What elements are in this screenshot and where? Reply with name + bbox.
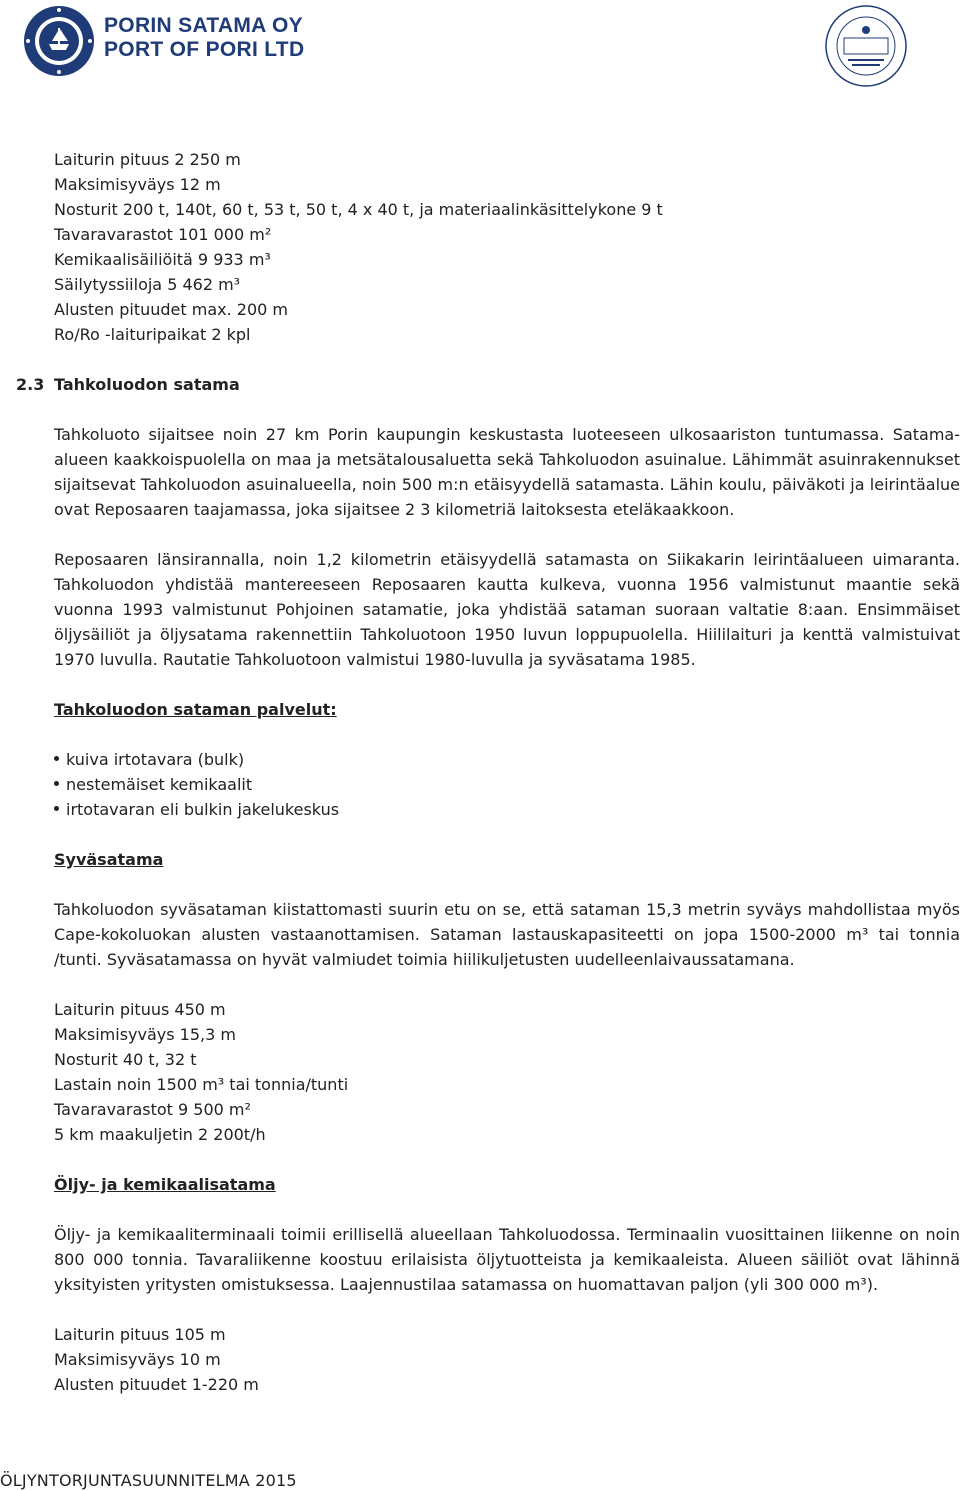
dnv-gl-certification-seal — [822, 2, 910, 90]
spec-line: Alusten pituudet 1-220 m — [54, 1375, 259, 1394]
section-number: 2.3 — [16, 375, 45, 394]
company-name-fi: PORIN SATAMA OY — [104, 14, 303, 37]
page-header — [0, 0, 960, 90]
bullet-icon — [54, 756, 59, 761]
list-item: nestemäiset kemikaalit — [54, 772, 960, 797]
spec-line: Maksimisyväys 10 m — [54, 1350, 221, 1369]
spec-line: Nosturit 40 t, 32 t — [54, 1050, 197, 1069]
spec-line: Laiturin pituus 105 m — [54, 1325, 226, 1344]
oil-harbour-spec-list — [54, 1322, 960, 1397]
bullet-icon — [54, 806, 59, 811]
spec-line: 5 km maakuljetin 2 200t/h — [54, 1125, 266, 1144]
page-footer: ÖLJYNTORJUNTASUUNNITELMA 2015 — [0, 1471, 297, 1490]
oil-harbour-heading: Öljy- ja kemikaalisatama — [54, 1175, 276, 1194]
spec-line: Laiturin pituus 450 m — [54, 1000, 226, 1019]
spec-line: Ro/Ro -laituripaikat 2 kpl — [54, 325, 251, 344]
spec-line: Nosturit 200 t, 140t, 60 t, 53 t, 50 t, 4 x 40 t, ja materiaalinkäsittelykone 9 t — [54, 200, 663, 219]
bullet-icon — [54, 781, 59, 786]
deep-harbour-heading: Syväsatama — [54, 850, 164, 869]
section-paragraph-1: Tahkoluoto sijaitsee noin 27 km Porin kaupungin keskustasta luoteeseen ulkosaariston tuntumassa. Satama-alueen kaakkoispuolella on maa ja metsätalousaluetta sekä Tahkoluodon asuinalue. Lähimmät asuinrakennukset sijaitsevat Tahkoluodon asuinalueella, noin 500 m:n etäisyydellä satamasta. Lähin koulu, päiväkoti ja leirintäalue ovat Reposaaren taajamassa, joka sijaitsee 2 3 kilometriä laitoksesta eteläkaakkoon. — [54, 425, 960, 519]
services-list — [54, 747, 960, 822]
spec-line: Kemikaalisäiliöitä 9 933 m³ — [54, 250, 271, 269]
spec-line: Alusten pituudet max. 200 m — [54, 300, 288, 319]
deep-harbour-paragraph: Tahkoluodon syväsataman kiistattomasti suurin etu on se, että sataman 15,3 metrin syväys mahdollistaa myös Cape-kokoluokan alusten vastaanottamisen. Sataman lastauskapasiteetti on jopa 1500-2000 m³ tai tonnia /tunti. Syväsatamassa on hyvät valmiudet toimia hiilikuljetusten uudelleenlaivaussatamana. — [54, 900, 960, 969]
intro-spec-list — [54, 147, 960, 347]
deep-harbour-spec-list — [54, 997, 960, 1147]
spec-line: Maksimisyväys 15,3 m — [54, 1025, 236, 1044]
company-name — [104, 14, 304, 62]
company-name-en: PORT OF PORI LTD — [104, 38, 305, 61]
port-of-pori-seal-logo — [22, 4, 96, 78]
list-item: kuiva irtotavara (bulk) — [54, 747, 960, 772]
spec-line: Lastain noin 1500 m³ tai tonnia/tunti — [54, 1075, 349, 1094]
document-body — [16, 147, 960, 1397]
section-title: Tahkoluodon satama — [54, 375, 240, 394]
services-heading: Tahkoluodon sataman palvelut: — [54, 700, 337, 719]
section-paragraph-2: Reposaaren länsirannalla, noin 1,2 kilometrin etäisyydellä satamasta on Siikakarin leirintäalueen uimaranta. Tahkoluodon yhdistää mantereeseen Reposaaren kautta kulkeva, vuonna 1956 valmistunut maantie sekä vuonna 1993 valmistunut Pohjoinen satamatie, joka yhdistää sataman suoraan valtatie 8:aan. Ensimmäiset öljysäiliöt ja öljysatama rakennettiin Tahkoluotoon 1950 luvun loppupuolella. Hiililaituri ja kenttä valmistuivat 1970 luvulla. Rautatie Tahkoluotoon valmistui 1980-luvulla ja syväsatama 1985. — [54, 550, 960, 669]
section-heading — [16, 372, 960, 397]
spec-line: Laiturin pituus 2 250 m — [54, 150, 241, 169]
list-item: irtotavaran eli bulkin jakelukeskus — [54, 797, 960, 822]
spec-line: Tavaravarastot 101 000 m² — [54, 225, 272, 244]
spec-line: Tavaravarastot 9 500 m² — [54, 1100, 251, 1119]
oil-harbour-paragraph: Öljy- ja kemikaaliterminaali toimii erillisellä alueellaan Tahkoluodossa. Terminaalin vuosittainen liikenne on noin 800 000 tonnia. Tavaraliikenne koostuu erilaisista öljytuotteista ja kemikaaleista. Alueen säiliöt ovat lähinnä yksityisten yritysten omistuksessa. Laajennustilaa satamassa on huomattavan paljon (yli 300 000 m³). — [54, 1225, 960, 1294]
spec-line: Maksimisyväys 12 m — [54, 175, 221, 194]
spec-line: Säilytyssiiloja 5 462 m³ — [54, 275, 241, 294]
